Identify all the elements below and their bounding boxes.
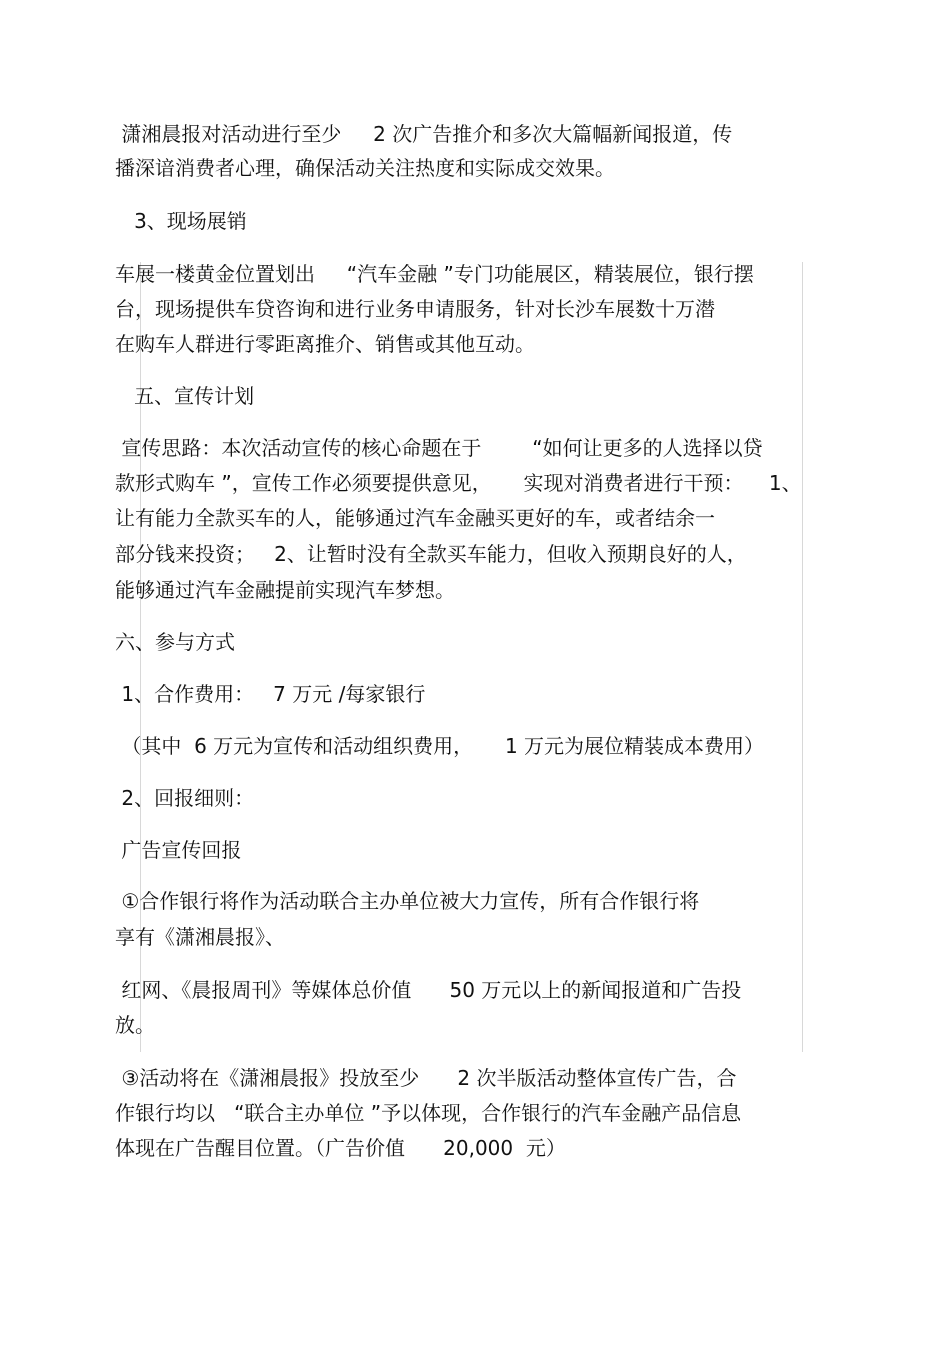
paragraph-line: （其中 6 万元为宣传和活动组织费用， 1 万元为展位精装成本费用） xyxy=(115,734,765,758)
paragraph-line: 放。 xyxy=(115,1013,155,1037)
paragraph-line: 在购车人群进行零距离推介、销售或其他互动。 xyxy=(115,332,535,356)
paragraph-line: 台，现场提供车贷咨询和进行业务申请服务，针对长沙车展数十万潜 xyxy=(115,297,715,321)
paragraph-line: 2、回报细则： xyxy=(115,786,255,810)
section-heading: 3、现场展销 xyxy=(115,209,247,233)
paragraph-line: 宣传思路：本次活动宣传的核心命题在于 “如何让更多的人选择以贷 xyxy=(115,436,763,460)
section-heading: 六、参与方式 xyxy=(115,630,235,654)
paragraph-line: 让有能力全款买车的人，能够通过汽车金融买更好的车，或者结余一 xyxy=(115,506,715,530)
page-frame-right-border xyxy=(802,262,803,1052)
paragraph-line: 播深谙消费者心理，确保活动关注热度和实际成交效果。 xyxy=(115,156,615,180)
paragraph-line: 部分钱来投资； 2、让暂时没有全款买车能力，但收入预期良好的人， xyxy=(115,542,747,566)
paragraph-line: 作银行均以 “联合主办单位 ”予以体现，合作银行的汽车金融产品信息 xyxy=(115,1101,742,1125)
paragraph-line: 红网、《晨报周刊》等媒体总价值 50 万元以上的新闻报道和广告投 xyxy=(115,978,742,1002)
paragraph-line: 款形式购车 ”，宣传工作必须要提供意见， 实现对消费者进行干预： 1、 xyxy=(115,471,802,495)
paragraph-line: 广告宣传回报 xyxy=(115,838,242,862)
paragraph-line: 能够通过汽车金融提前实现汽车梦想。 xyxy=(115,578,455,602)
paragraph-line: 1、合作费用： 7 万元 /每家银行 xyxy=(115,682,426,706)
paragraph-line: 体现在广告醒目位置。（广告价值 20,000 元） xyxy=(115,1136,566,1160)
section-heading: 五、宣传计划 xyxy=(115,384,255,408)
paragraph-line: ③活动将在《潇湘晨报》投放至少 2 次半版活动整体宣传广告，合 xyxy=(115,1066,737,1090)
paragraph-line: 享有《潇湘晨报》、 xyxy=(115,925,285,949)
paragraph-line: 车展一楼黄金位置划出 “汽车金融 ”专门功能展区，精装展位，银行摆 xyxy=(115,262,754,286)
paragraph-line: ①合作银行将作为活动联合主办单位被大力宣传，所有合作银行将 xyxy=(115,889,700,913)
paragraph-line: 潇湘晨报对活动进行至少 2 次广告推介和多次大篇幅新闻报道，传 xyxy=(115,122,733,146)
